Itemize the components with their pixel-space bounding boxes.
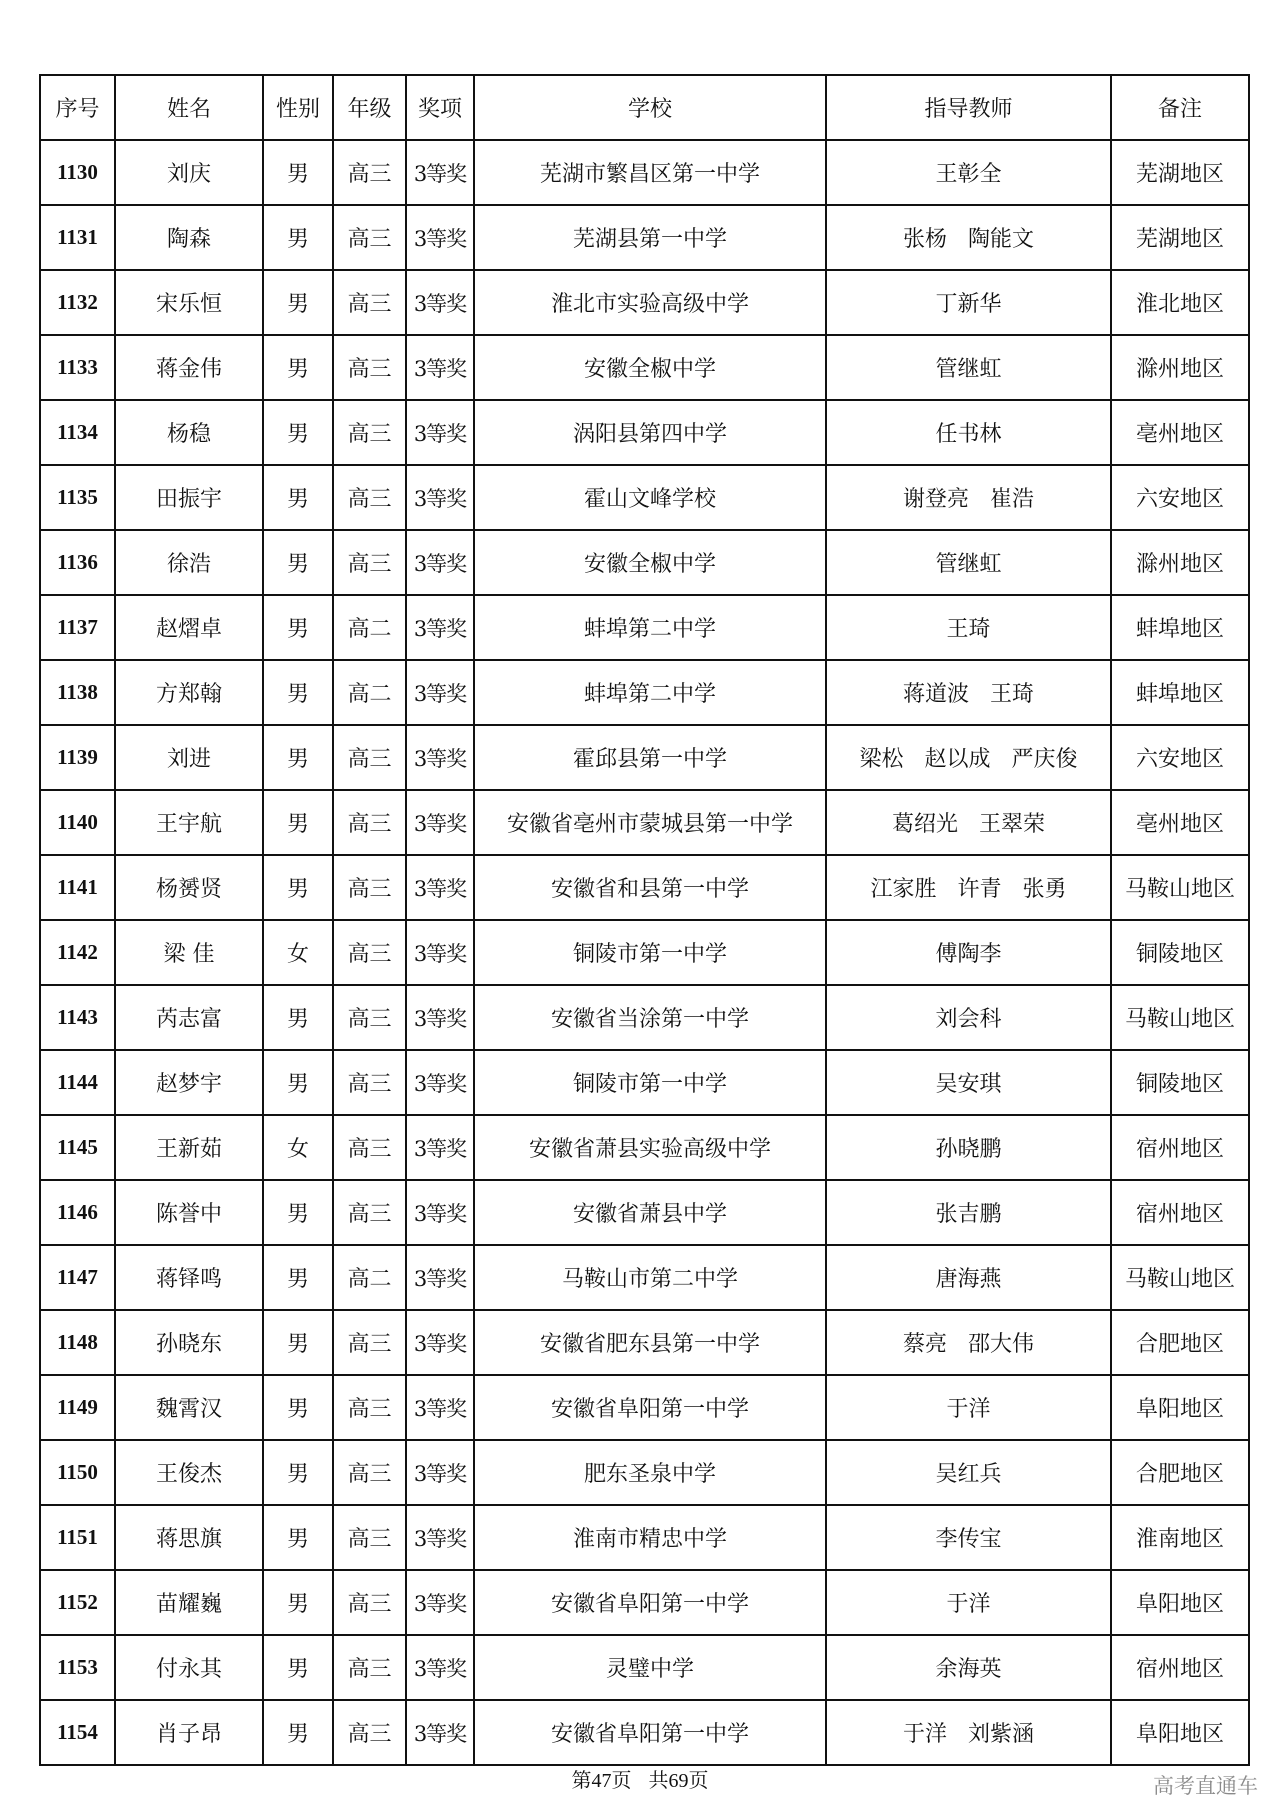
cell-school: 铜陵市第一中学 — [474, 920, 826, 985]
cell-award: 3等奖 — [406, 790, 474, 855]
table-row — [40, 1115, 1249, 1180]
cell-award: 3等奖 — [406, 660, 474, 725]
cell-school: 安徽省萧县中学 — [474, 1180, 826, 1245]
cell-teacher: 梁松 赵以成 严庆俊 — [826, 725, 1111, 790]
header-teacher: 指导教师 — [826, 75, 1111, 140]
cell-award: 3等奖 — [406, 920, 474, 985]
cell-grade: 高三 — [333, 920, 406, 985]
cell-remark: 六安地区 — [1111, 725, 1249, 790]
cell-school: 灵璧中学 — [474, 1635, 826, 1700]
cell-grade: 高三 — [333, 1700, 406, 1765]
cell-grade: 高三 — [333, 725, 406, 790]
cell-award: 3等奖 — [406, 465, 474, 530]
cell-teacher: 吴安琪 — [826, 1050, 1111, 1115]
cell-index: 1146 — [40, 1180, 115, 1245]
cell-remark: 铜陵地区 — [1111, 1050, 1249, 1115]
cell-teacher: 任书林 — [826, 400, 1111, 465]
cell-remark: 滁州地区 — [1111, 530, 1249, 595]
cell-name: 陶森 — [115, 205, 263, 270]
cell-gender: 男 — [263, 660, 333, 725]
header-school: 学校 — [474, 75, 826, 140]
cell-teacher: 管继虹 — [826, 335, 1111, 400]
cell-grade: 高三 — [333, 790, 406, 855]
cell-gender: 男 — [263, 1310, 333, 1375]
cell-teacher: 江家胜 许青 张勇 — [826, 855, 1111, 920]
table-row — [40, 205, 1249, 270]
cell-grade: 高二 — [333, 595, 406, 660]
cell-grade: 高三 — [333, 1375, 406, 1440]
cell-remark: 亳州地区 — [1111, 400, 1249, 465]
page-number: 第47页 — [571, 1770, 632, 1792]
cell-grade: 高三 — [333, 985, 406, 1050]
cell-gender: 男 — [263, 1505, 333, 1570]
cell-name: 田振宇 — [115, 465, 263, 530]
cell-index: 1147 — [40, 1245, 115, 1310]
cell-award: 3等奖 — [406, 725, 474, 790]
cell-award: 3等奖 — [406, 205, 474, 270]
header-index: 序号 — [40, 75, 115, 140]
cell-index: 1144 — [40, 1050, 115, 1115]
cell-gender: 男 — [263, 205, 333, 270]
cell-name: 魏霄汉 — [115, 1375, 263, 1440]
cell-award: 3等奖 — [406, 140, 474, 205]
cell-award: 3等奖 — [406, 400, 474, 465]
cell-school: 芜湖市繁昌区第一中学 — [474, 140, 826, 205]
cell-gender: 男 — [263, 1375, 333, 1440]
table-row — [40, 855, 1249, 920]
cell-remark: 芜湖地区 — [1111, 205, 1249, 270]
cell-gender: 男 — [263, 985, 333, 1050]
cell-gender: 男 — [263, 335, 333, 400]
cell-school: 霍山文峰学校 — [474, 465, 826, 530]
cell-school: 肥东圣泉中学 — [474, 1440, 826, 1505]
cell-award: 3等奖 — [406, 985, 474, 1050]
cell-teacher: 李传宝 — [826, 1505, 1111, 1570]
cell-remark: 合肥地区 — [1111, 1440, 1249, 1505]
cell-index: 1134 — [40, 400, 115, 465]
cell-name: 苗耀巍 — [115, 1570, 263, 1635]
cell-award: 3等奖 — [406, 1505, 474, 1570]
table-row — [40, 725, 1249, 790]
cell-name: 杨稳 — [115, 400, 263, 465]
cell-award: 3等奖 — [406, 1700, 474, 1765]
table-row — [40, 790, 1249, 855]
cell-remark: 马鞍山地区 — [1111, 1245, 1249, 1310]
cell-gender: 男 — [263, 1635, 333, 1700]
table-row — [40, 1180, 1249, 1245]
cell-award: 3等奖 — [406, 1245, 474, 1310]
cell-school: 霍邱县第一中学 — [474, 725, 826, 790]
cell-remark: 铜陵地区 — [1111, 920, 1249, 985]
cell-grade: 高三 — [333, 140, 406, 205]
table-row — [40, 1245, 1249, 1310]
cell-teacher: 张吉鹏 — [826, 1180, 1111, 1245]
cell-school: 涡阳县第四中学 — [474, 400, 826, 465]
cell-remark: 宿州地区 — [1111, 1115, 1249, 1180]
table-row — [40, 920, 1249, 985]
cell-award: 3等奖 — [406, 1570, 474, 1635]
cell-gender: 男 — [263, 1570, 333, 1635]
cell-name: 杨赟贤 — [115, 855, 263, 920]
cell-index: 1132 — [40, 270, 115, 335]
cell-school: 蚌埠第二中学 — [474, 595, 826, 660]
cell-gender: 男 — [263, 1180, 333, 1245]
cell-gender: 男 — [263, 465, 333, 530]
cell-gender: 男 — [263, 1050, 333, 1115]
header-award: 奖项 — [406, 75, 474, 140]
cell-remark: 淮南地区 — [1111, 1505, 1249, 1570]
cell-teacher: 管继虹 — [826, 530, 1111, 595]
cell-remark: 宿州地区 — [1111, 1635, 1249, 1700]
cell-name: 肖子昂 — [115, 1700, 263, 1765]
cell-gender: 女 — [263, 1115, 333, 1180]
cell-name: 王新茹 — [115, 1115, 263, 1180]
cell-teacher: 丁新华 — [826, 270, 1111, 335]
table-body — [40, 140, 1249, 1765]
cell-grade: 高三 — [333, 335, 406, 400]
cell-school: 安徽全椒中学 — [474, 335, 826, 400]
cell-index: 1151 — [40, 1505, 115, 1570]
cell-grade: 高三 — [333, 270, 406, 335]
cell-award: 3等奖 — [406, 1375, 474, 1440]
cell-teacher: 傅陶李 — [826, 920, 1111, 985]
cell-remark: 滁州地区 — [1111, 335, 1249, 400]
cell-gender: 男 — [263, 855, 333, 920]
cell-index: 1140 — [40, 790, 115, 855]
table-row — [40, 465, 1249, 530]
page-footer — [0, 1764, 1280, 1793]
cell-teacher: 唐海燕 — [826, 1245, 1111, 1310]
cell-school: 淮北市实验高级中学 — [474, 270, 826, 335]
cell-index: 1154 — [40, 1700, 115, 1765]
cell-teacher: 吴红兵 — [826, 1440, 1111, 1505]
cell-grade: 高三 — [333, 1505, 406, 1570]
cell-name: 芮志富 — [115, 985, 263, 1050]
cell-school: 芜湖县第一中学 — [474, 205, 826, 270]
cell-gender: 男 — [263, 790, 333, 855]
cell-award: 3等奖 — [406, 1310, 474, 1375]
table-row — [40, 400, 1249, 465]
cell-remark: 六安地区 — [1111, 465, 1249, 530]
table-row — [40, 1310, 1249, 1375]
award-table — [39, 74, 1250, 1766]
cell-index: 1143 — [40, 985, 115, 1050]
cell-teacher: 于洋 刘紫涵 — [826, 1700, 1111, 1765]
cell-award: 3等奖 — [406, 855, 474, 920]
cell-school: 马鞍山市第二中学 — [474, 1245, 826, 1310]
cell-school: 安徽省阜阳第一中学 — [474, 1700, 826, 1765]
cell-name: 方郑翰 — [115, 660, 263, 725]
cell-school: 安徽省阜阳第一中学 — [474, 1375, 826, 1440]
cell-teacher: 蔡亮 邵大伟 — [826, 1310, 1111, 1375]
cell-teacher: 余海英 — [826, 1635, 1111, 1700]
cell-gender: 男 — [263, 140, 333, 205]
cell-grade: 高三 — [333, 1440, 406, 1505]
cell-name: 刘庆 — [115, 140, 263, 205]
cell-teacher: 蒋道波 王琦 — [826, 660, 1111, 725]
cell-index: 1150 — [40, 1440, 115, 1505]
cell-name: 赵熠卓 — [115, 595, 263, 660]
cell-award: 3等奖 — [406, 270, 474, 335]
cell-remark: 阜阳地区 — [1111, 1375, 1249, 1440]
cell-award: 3等奖 — [406, 1635, 474, 1700]
cell-grade: 高二 — [333, 1245, 406, 1310]
cell-name: 蒋思旗 — [115, 1505, 263, 1570]
cell-school: 铜陵市第一中学 — [474, 1050, 826, 1115]
table-row — [40, 595, 1249, 660]
cell-remark: 蚌埠地区 — [1111, 595, 1249, 660]
cell-award: 3等奖 — [406, 1180, 474, 1245]
cell-teacher: 张杨 陶能文 — [826, 205, 1111, 270]
cell-remark: 马鞍山地区 — [1111, 985, 1249, 1050]
cell-index: 1136 — [40, 530, 115, 595]
cell-teacher: 刘会科 — [826, 985, 1111, 1050]
cell-name: 王宇航 — [115, 790, 263, 855]
cell-name: 蒋金伟 — [115, 335, 263, 400]
cell-award: 3等奖 — [406, 1440, 474, 1505]
cell-name: 梁 佳 — [115, 920, 263, 985]
table-row — [40, 985, 1249, 1050]
cell-gender: 男 — [263, 530, 333, 595]
cell-grade: 高三 — [333, 530, 406, 595]
cell-name: 徐浩 — [115, 530, 263, 595]
cell-name: 付永其 — [115, 1635, 263, 1700]
header-grade: 年级 — [333, 75, 406, 140]
cell-gender: 男 — [263, 1700, 333, 1765]
cell-index: 1130 — [40, 140, 115, 205]
cell-index: 1153 — [40, 1635, 115, 1700]
table-row — [40, 660, 1249, 725]
cell-index: 1149 — [40, 1375, 115, 1440]
cell-teacher: 孙晓鹏 — [826, 1115, 1111, 1180]
cell-school: 安徽省亳州市蒙城县第一中学 — [474, 790, 826, 855]
header-name: 姓名 — [115, 75, 263, 140]
cell-school: 安徽全椒中学 — [474, 530, 826, 595]
cell-grade: 高三 — [333, 465, 406, 530]
cell-school: 安徽省萧县实验高级中学 — [474, 1115, 826, 1180]
cell-school: 安徽省肥东县第一中学 — [474, 1310, 826, 1375]
cell-name: 陈誉中 — [115, 1180, 263, 1245]
cell-teacher: 于洋 — [826, 1570, 1111, 1635]
cell-index: 1137 — [40, 595, 115, 660]
cell-index: 1135 — [40, 465, 115, 530]
cell-gender: 男 — [263, 725, 333, 790]
cell-grade: 高三 — [333, 205, 406, 270]
cell-remark: 合肥地区 — [1111, 1310, 1249, 1375]
cell-grade: 高二 — [333, 660, 406, 725]
cell-gender: 男 — [263, 595, 333, 660]
cell-grade: 高三 — [333, 1635, 406, 1700]
cell-index: 1139 — [40, 725, 115, 790]
cell-remark: 芜湖地区 — [1111, 140, 1249, 205]
cell-award: 3等奖 — [406, 530, 474, 595]
cell-teacher: 于洋 — [826, 1375, 1111, 1440]
table-row — [40, 335, 1249, 400]
table-row — [40, 530, 1249, 595]
cell-index: 1142 — [40, 920, 115, 985]
cell-grade: 高三 — [333, 1115, 406, 1180]
cell-award: 3等奖 — [406, 335, 474, 400]
cell-teacher: 谢登亮 崔浩 — [826, 465, 1111, 530]
table-row — [40, 1635, 1249, 1700]
cell-index: 1148 — [40, 1310, 115, 1375]
cell-name: 赵梦宇 — [115, 1050, 263, 1115]
cell-gender: 女 — [263, 920, 333, 985]
cell-name: 王俊杰 — [115, 1440, 263, 1505]
cell-teacher: 葛绍光 王翠荣 — [826, 790, 1111, 855]
cell-teacher: 王琦 — [826, 595, 1111, 660]
cell-school: 安徽省阜阳第一中学 — [474, 1570, 826, 1635]
table-row — [40, 1505, 1249, 1570]
watermark-text: 高考直通车 — [1153, 1774, 1258, 1798]
cell-remark: 蚌埠地区 — [1111, 660, 1249, 725]
header-gender: 性别 — [263, 75, 333, 140]
cell-index: 1133 — [40, 335, 115, 400]
cell-award: 3等奖 — [406, 1115, 474, 1180]
header-row — [40, 75, 1249, 140]
cell-school: 蚌埠第二中学 — [474, 660, 826, 725]
cell-grade: 高三 — [333, 1570, 406, 1635]
cell-award: 3等奖 — [406, 595, 474, 660]
cell-school: 安徽省和县第一中学 — [474, 855, 826, 920]
cell-gender: 男 — [263, 270, 333, 335]
page-total: 共69页 — [648, 1770, 709, 1792]
cell-remark: 宿州地区 — [1111, 1180, 1249, 1245]
cell-name: 蒋铎鸣 — [115, 1245, 263, 1310]
table-row — [40, 1700, 1249, 1765]
cell-remark: 亳州地区 — [1111, 790, 1249, 855]
table-row — [40, 1570, 1249, 1635]
cell-index: 1152 — [40, 1570, 115, 1635]
cell-name: 刘进 — [115, 725, 263, 790]
cell-remark: 阜阳地区 — [1111, 1570, 1249, 1635]
table-row — [40, 1050, 1249, 1115]
cell-grade: 高三 — [333, 1050, 406, 1115]
cell-name: 宋乐恒 — [115, 270, 263, 335]
cell-grade: 高三 — [333, 1310, 406, 1375]
cell-school: 安徽省当涂第一中学 — [474, 985, 826, 1050]
cell-name: 孙晓东 — [115, 1310, 263, 1375]
cell-index: 1141 — [40, 855, 115, 920]
cell-grade: 高三 — [333, 400, 406, 465]
cell-school: 淮南市精忠中学 — [474, 1505, 826, 1570]
cell-index: 1145 — [40, 1115, 115, 1180]
table-row — [40, 1440, 1249, 1505]
cell-remark: 阜阳地区 — [1111, 1700, 1249, 1765]
cell-gender: 男 — [263, 1245, 333, 1310]
cell-gender: 男 — [263, 400, 333, 465]
cell-index: 1131 — [40, 205, 115, 270]
cell-index: 1138 — [40, 660, 115, 725]
cell-remark: 淮北地区 — [1111, 270, 1249, 335]
cell-grade: 高三 — [333, 1180, 406, 1245]
table-row — [40, 140, 1249, 205]
cell-grade: 高三 — [333, 855, 406, 920]
cell-remark: 马鞍山地区 — [1111, 855, 1249, 920]
cell-teacher: 王彰全 — [826, 140, 1111, 205]
table-row — [40, 1375, 1249, 1440]
cell-award: 3等奖 — [406, 1050, 474, 1115]
table-row — [40, 270, 1249, 335]
cell-gender: 男 — [263, 1440, 333, 1505]
header-remark: 备注 — [1111, 75, 1249, 140]
